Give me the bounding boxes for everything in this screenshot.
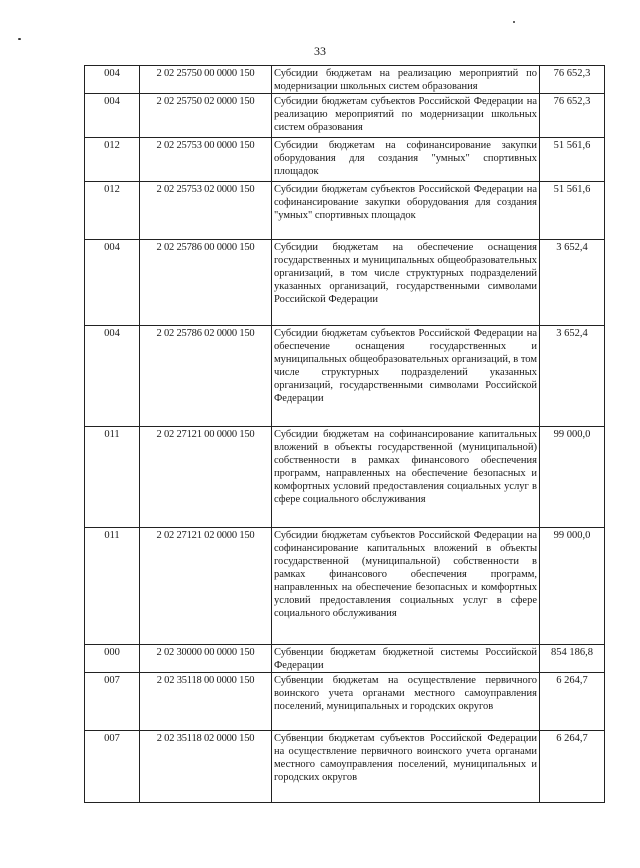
row-kbk-cell: 2 02 25753 02 0000 150 bbox=[140, 182, 272, 240]
row-kbk-cell: 2 02 27121 00 0000 150 bbox=[140, 427, 272, 528]
row-amount-cell: 3 652,4 bbox=[540, 326, 605, 427]
row-kbk-cell: 2 02 35118 02 0000 150 bbox=[140, 731, 272, 803]
row-description-cell: Субсидии бюджетам на софинансирование закупки оборудования для создания "умных" спортивных площадок bbox=[272, 138, 540, 182]
row-amount-cell: 76 652,3 bbox=[540, 66, 605, 94]
row-code-cell: 012 bbox=[85, 182, 140, 240]
table-row bbox=[85, 66, 605, 94]
row-kbk-cell: 2 02 35118 00 0000 150 bbox=[140, 673, 272, 731]
row-kbk-cell: 2 02 25750 02 0000 150 bbox=[140, 94, 272, 138]
row-code-cell: 007 bbox=[85, 731, 140, 803]
row-amount-cell: 99 000,0 bbox=[540, 427, 605, 528]
table-row bbox=[85, 94, 605, 138]
row-description-cell: Субвенции бюджетам субъектов Российской Федерации на осуществление первичного воинского учета органами местного самоуправления поселений, муниципальных и городских округов bbox=[272, 731, 540, 803]
row-amount-cell: 854 186,8 bbox=[540, 645, 605, 673]
row-amount-cell: 51 561,6 bbox=[540, 182, 605, 240]
table-row bbox=[85, 240, 605, 326]
row-code-cell: 012 bbox=[85, 138, 140, 182]
table-row bbox=[85, 673, 605, 731]
row-kbk-cell: 2 02 25753 00 0000 150 bbox=[140, 138, 272, 182]
row-kbk-cell: 2 02 25750 00 0000 150 bbox=[140, 66, 272, 94]
row-description-cell: Субсидии бюджетам на обеспечение оснащения государственных и муниципальных общеобразовательных организаций, в том числе структурных подразделений указанных организаций, государственными символами Российской Федерации bbox=[272, 240, 540, 326]
row-code-cell: 011 bbox=[85, 528, 140, 645]
row-code-cell: 011 bbox=[85, 427, 140, 528]
row-code-cell: 004 bbox=[85, 94, 140, 138]
row-description-cell: Субсидии бюджетам субъектов Российской Федерации на софинансирование закупки оборудования для создания "умных" спортивных площадок bbox=[272, 182, 540, 240]
row-kbk-cell: 2 02 25786 00 0000 150 bbox=[140, 240, 272, 326]
row-kbk-cell: 2 02 25786 02 0000 150 bbox=[140, 326, 272, 427]
row-code-cell: 004 bbox=[85, 240, 140, 326]
row-amount-cell: 6 264,7 bbox=[540, 673, 605, 731]
scan-speck bbox=[18, 38, 21, 40]
table-row bbox=[85, 326, 605, 427]
row-kbk-cell: 2 02 27121 02 0000 150 bbox=[140, 528, 272, 645]
row-amount-cell: 6 264,7 bbox=[540, 731, 605, 803]
row-code-cell: 000 bbox=[85, 645, 140, 673]
row-description-cell: Субсидии бюджетам субъектов Российской Федерации на обеспечение оснащения государственных и муниципальных общеобразовательных организаций, в том числе структурных подразделений указанных организаций, государственными символами Российской Федерации bbox=[272, 326, 540, 427]
table-row bbox=[85, 427, 605, 528]
row-description-cell: Субсидии бюджетам на реализацию мероприятий по модернизации школьных систем образования bbox=[272, 66, 540, 94]
row-description-cell: Субсидии бюджетам субъектов Российской Федерации на реализацию мероприятий по модернизации школьных систем образования bbox=[272, 94, 540, 138]
row-amount-cell: 76 652,3 bbox=[540, 94, 605, 138]
row-code-cell: 004 bbox=[85, 326, 140, 427]
table-row bbox=[85, 731, 605, 803]
table-row bbox=[85, 182, 605, 240]
row-code-cell: 004 bbox=[85, 66, 140, 94]
row-description-cell: Субвенции бюджетам бюджетной системы Российской Федерации bbox=[272, 645, 540, 673]
page-number: 33 bbox=[314, 44, 326, 58]
table-row bbox=[85, 528, 605, 645]
budget-table bbox=[84, 65, 605, 803]
row-code-cell: 007 bbox=[85, 673, 140, 731]
row-description-cell: Субсидии бюджетам на софинансирование капитальных вложений в объекты государственной (муниципальной) собственности в рамках финансового обеспечения программ, направленных на обеспечение безопасных и комфортных условий предоставления социальных услуг в сфере социального обслуживания bbox=[272, 427, 540, 528]
row-amount-cell: 3 652,4 bbox=[540, 240, 605, 326]
row-amount-cell: 51 561,6 bbox=[540, 138, 605, 182]
row-description-cell: Субвенции бюджетам на осуществление первичного воинского учета органами местного самоуправления поселений, муниципальных и городских округов bbox=[272, 673, 540, 731]
row-amount-cell: 99 000,0 bbox=[540, 528, 605, 645]
row-kbk-cell: 2 02 30000 00 0000 150 bbox=[140, 645, 272, 673]
table-row bbox=[85, 138, 605, 182]
scan-speck bbox=[513, 21, 515, 23]
row-description-cell: Субсидии бюджетам субъектов Российской Федерации на софинансирование капитальных вложений в объекты государственной (муниципальной) собственности в рамках финансового обеспечения программ, направленных на обеспечение безопасных и комфортных условий предоставления социальных услуг в сфере социального обслуживания bbox=[272, 528, 540, 645]
table-row bbox=[85, 645, 605, 673]
